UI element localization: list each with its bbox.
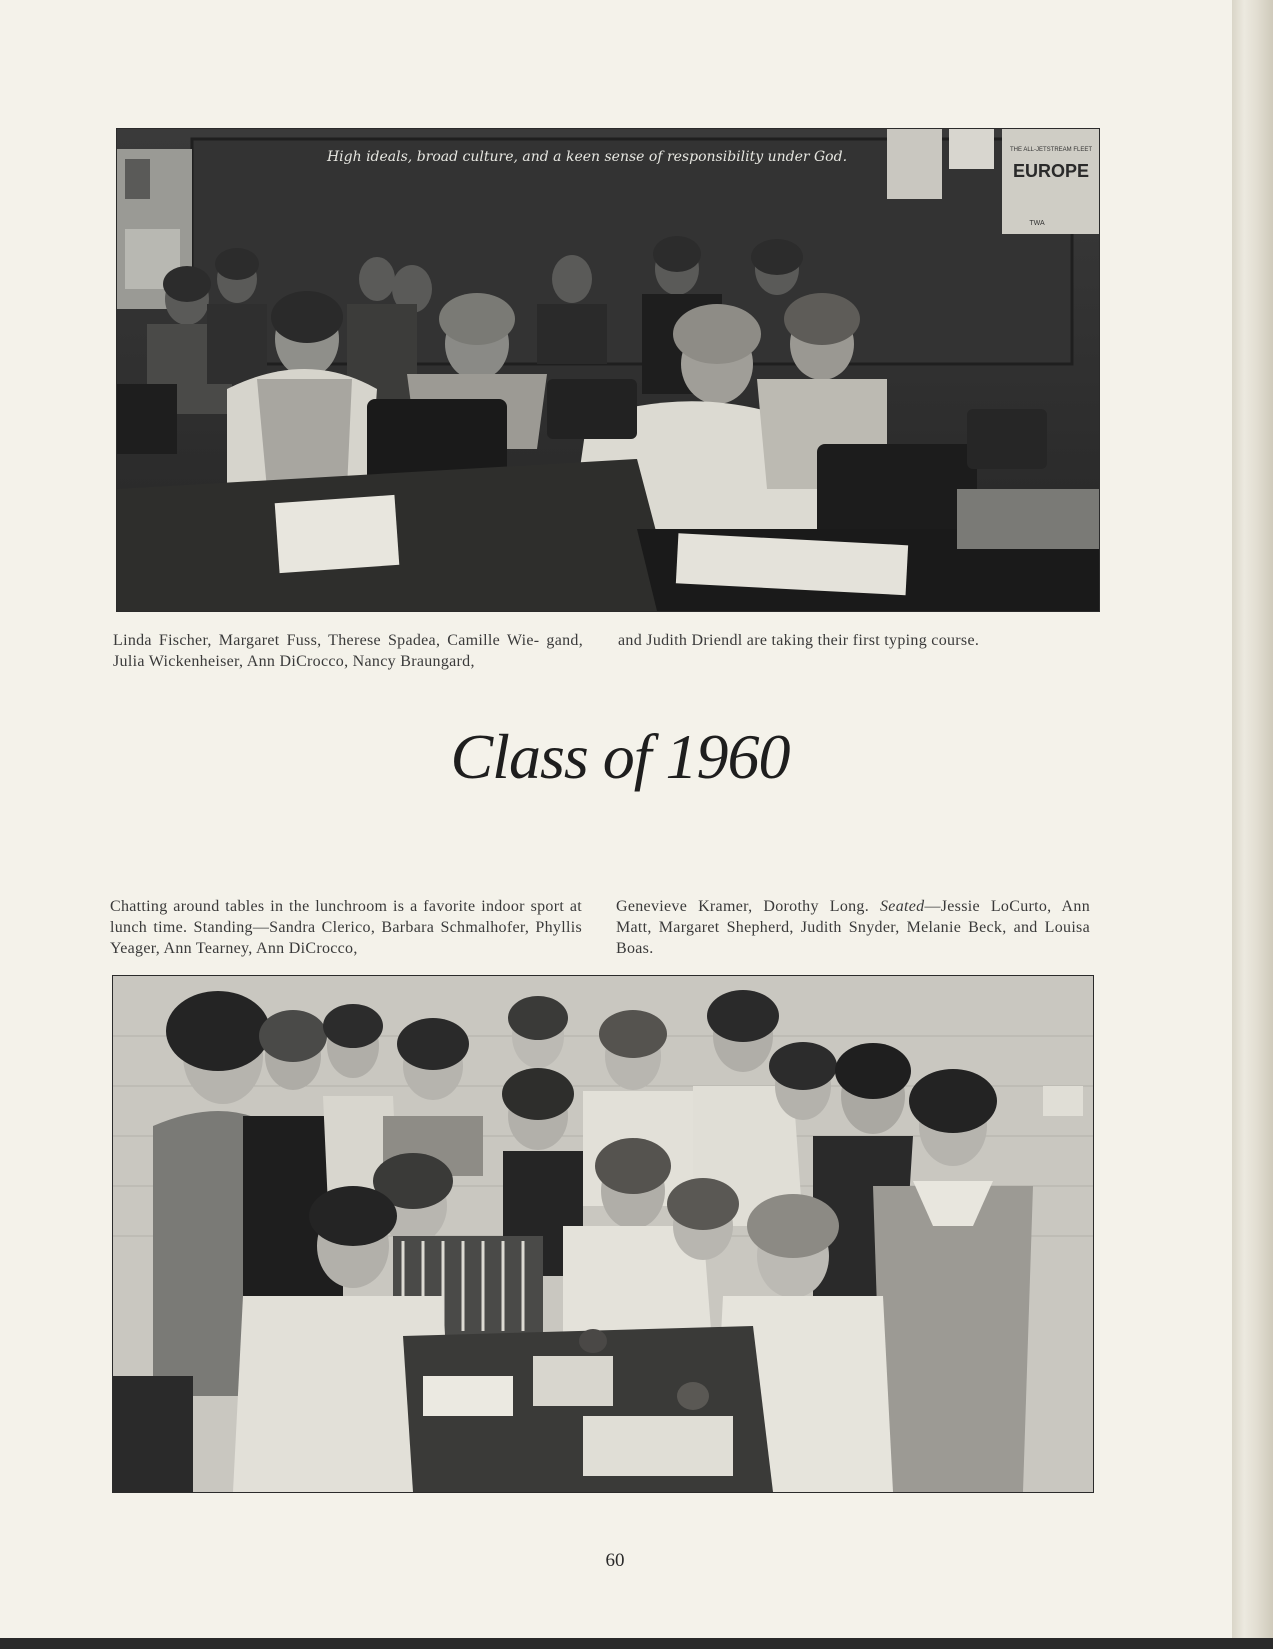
lunchroom-photo-caption-right xyxy=(616,896,1090,959)
poster-europe-text: EUROPE xyxy=(1012,161,1090,181)
chalkboard-motto: High ideals, broad culture, and a keen sense of responsibility under God. xyxy=(326,149,848,165)
typing-photo-caption-left: Linda Fischer, Margaret Fuss, Therese Spadea, Camille Wie- gand, Julia Wickenheiser, Ann DiCrocco, Nancy Braungard, xyxy=(113,632,583,670)
poster-twa-text: TWA xyxy=(1029,220,1045,227)
lunchroom-photo-caption-left: Chatting around tables in the lunchroom is a favorite indoor sport at lunch time. Standing—Sandra Clerico, Barbara Schmalhofer, Phyllis Yeager, Ann Tearney, Ann DiCrocco, xyxy=(110,898,582,957)
page-number: 60 xyxy=(605,1550,625,1571)
page-title: Class of 1960 xyxy=(450,721,790,792)
caption-seated-label: Seated xyxy=(880,898,925,915)
caption-text-seated-names: —Jessie LoCurto, Ann Matt, Margaret Shepherd, Judith Snyder, Melanie Beck, and Louisa Boas. xyxy=(616,898,1091,957)
lunchroom-group-photo-image xyxy=(113,976,1093,1492)
poster-top-text: THE ALL-JETSTREAM FLEET xyxy=(1009,147,1093,153)
book-gutter xyxy=(1232,0,1273,1649)
typing-class-photo xyxy=(116,128,1100,612)
scan-bottom-edge xyxy=(0,1638,1273,1649)
caption-text-standing-end: Genevieve Kramer, Dorothy Long. xyxy=(616,898,880,915)
lunchroom-group-photo xyxy=(112,975,1094,1493)
typing-photo-caption-right: and Judith Driendl are taking their first typing course. xyxy=(618,632,980,649)
typing-class-photo-image xyxy=(117,129,1099,611)
